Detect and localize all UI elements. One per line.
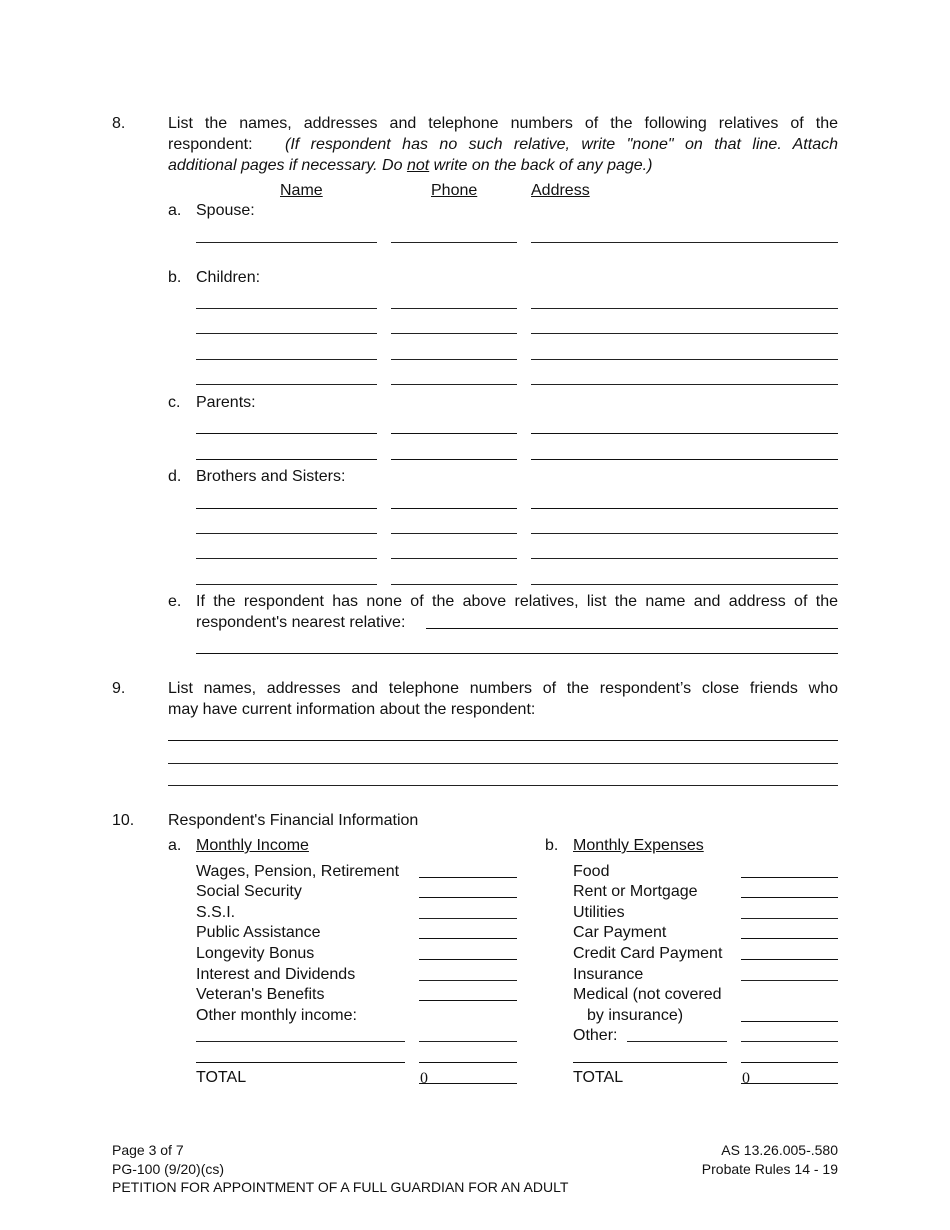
income-total-value: 0 bbox=[420, 1070, 428, 1087]
expense-label: Rent or Mortgage bbox=[573, 883, 698, 900]
item-8a-label: Spouse: bbox=[196, 202, 255, 219]
sibling-address-field[interactable] bbox=[531, 584, 838, 585]
income-amount-field[interactable] bbox=[419, 897, 517, 898]
item-8-line-3-post: write on the back of any page.) bbox=[429, 157, 653, 174]
monthly-expenses-heading: Monthly Expenses bbox=[573, 837, 704, 854]
item-8-not: not bbox=[406, 157, 430, 174]
friends-field[interactable] bbox=[168, 740, 838, 741]
expense-label: Insurance bbox=[573, 966, 644, 983]
income-label: Interest and Dividends bbox=[196, 966, 356, 983]
parent-name-field[interactable] bbox=[196, 459, 377, 460]
income-amount-field[interactable] bbox=[419, 959, 517, 960]
parent-name-field[interactable] bbox=[196, 433, 377, 434]
other-income-amount-field[interactable] bbox=[419, 1041, 517, 1042]
other-income-source-field[interactable] bbox=[196, 1062, 405, 1063]
sibling-name-field[interactable] bbox=[196, 533, 377, 534]
sibling-phone-field[interactable] bbox=[391, 584, 517, 585]
other-expense-amount-field[interactable] bbox=[741, 1041, 838, 1042]
child-name-field[interactable] bbox=[196, 333, 377, 334]
expense-amount-field[interactable] bbox=[741, 877, 838, 878]
sibling-phone-field[interactable] bbox=[391, 508, 517, 509]
income-label: Other monthly income: bbox=[196, 1007, 357, 1024]
item-10b-letter: b. bbox=[545, 837, 559, 854]
income-amount-field[interactable] bbox=[419, 877, 517, 878]
item-8-line-3 bbox=[168, 156, 652, 175]
child-address-field[interactable] bbox=[531, 333, 838, 334]
item-10-number: 10. bbox=[112, 812, 135, 829]
item-8d-letter: d. bbox=[168, 468, 182, 485]
other-expense-amount-field[interactable] bbox=[741, 1062, 838, 1063]
footer-page-number: Page 3 of 7 bbox=[112, 1142, 184, 1158]
item-8-line-2-instructions: (If respondent has no such relative, write "none" on that line. Attach bbox=[285, 136, 838, 153]
expense-label: Car Payment bbox=[573, 924, 667, 941]
income-label: Longevity Bonus bbox=[196, 945, 315, 962]
friends-field[interactable] bbox=[168, 763, 838, 764]
item-8c-letter: c. bbox=[168, 394, 181, 411]
item-9-line-1: List names, addresses and telephone numbers of the respondent’s close friends who bbox=[168, 680, 838, 697]
parent-address-field[interactable] bbox=[531, 433, 838, 434]
item-8e-line-2: respondent's nearest relative: bbox=[196, 614, 406, 631]
income-label: Veteran's Benefits bbox=[196, 986, 325, 1003]
spouse-name-field[interactable] bbox=[196, 242, 377, 243]
nearest-relative-address-field[interactable] bbox=[196, 653, 838, 654]
child-phone-field[interactable] bbox=[391, 308, 517, 309]
expense-amount-field[interactable] bbox=[741, 959, 838, 960]
expense-total-value: 0 bbox=[742, 1070, 750, 1087]
spouse-address-field[interactable] bbox=[531, 242, 838, 243]
expense-label: Food bbox=[573, 863, 610, 880]
expense-total-label: TOTAL bbox=[573, 1069, 624, 1086]
parent-address-field[interactable] bbox=[531, 459, 838, 460]
footer-rules: Probate Rules 14 - 19 bbox=[701, 1161, 838, 1177]
item-10a-letter: a. bbox=[168, 837, 182, 854]
parent-phone-field[interactable] bbox=[391, 459, 517, 460]
child-name-field[interactable] bbox=[196, 384, 377, 385]
item-8d-label: Brothers and Sisters: bbox=[196, 468, 346, 485]
expense-total-field[interactable] bbox=[741, 1083, 838, 1084]
sibling-name-field[interactable] bbox=[196, 584, 377, 585]
income-total-label: TOTAL bbox=[196, 1069, 247, 1086]
expense-label: Credit Card Payment bbox=[573, 945, 723, 962]
expense-amount-field[interactable] bbox=[741, 897, 838, 898]
child-address-field[interactable] bbox=[531, 384, 838, 385]
income-label: S.S.I. bbox=[196, 904, 236, 921]
footer-form-id: PG-100 (9/20)(cs) bbox=[112, 1161, 225, 1177]
item-8-line-3-pre: additional pages if necessary. Do bbox=[168, 157, 407, 174]
expense-label: Utilities bbox=[573, 904, 625, 921]
item-8c-label: Parents: bbox=[196, 394, 256, 411]
other-income-source-field[interactable] bbox=[196, 1041, 405, 1042]
item-10-title: Respondent's Financial Information bbox=[168, 812, 419, 829]
friends-field[interactable] bbox=[168, 785, 838, 786]
item-8e-letter: e. bbox=[168, 593, 182, 610]
child-name-field[interactable] bbox=[196, 359, 377, 360]
parent-phone-field[interactable] bbox=[391, 433, 517, 434]
other-expense-source-field[interactable] bbox=[627, 1041, 727, 1042]
sibling-address-field[interactable] bbox=[531, 558, 838, 559]
income-label: Wages, Pension, Retirement bbox=[196, 863, 400, 880]
item-8e-line-1: If the respondent has none of the above relatives, list the name and address of the bbox=[196, 593, 838, 610]
item-8-line-1: List the names, addresses and telephone numbers of the following relatives of the bbox=[168, 115, 838, 132]
sibling-phone-field[interactable] bbox=[391, 558, 517, 559]
expense-amount-field[interactable] bbox=[741, 980, 838, 981]
income-label: Social Security bbox=[196, 883, 302, 900]
sibling-address-field[interactable] bbox=[531, 508, 838, 509]
item-8a-letter: a. bbox=[168, 202, 182, 219]
child-phone-field[interactable] bbox=[391, 384, 517, 385]
child-name-field[interactable] bbox=[196, 308, 377, 309]
income-amount-field[interactable] bbox=[419, 1000, 517, 1001]
expense-amount-field[interactable] bbox=[741, 1021, 838, 1022]
expense-label: Other: bbox=[573, 1027, 618, 1044]
monthly-income-heading: Monthly Income bbox=[196, 837, 309, 854]
item-8-number: 8. bbox=[112, 115, 126, 132]
income-amount-field[interactable] bbox=[419, 938, 517, 939]
income-label: Public Assistance bbox=[196, 924, 321, 941]
income-total-field[interactable] bbox=[419, 1083, 517, 1084]
item-8-line-2-plain: respondent: bbox=[168, 136, 253, 153]
expense-label: Medical (not covered bbox=[573, 986, 722, 1003]
footer-statute: AS 13.26.005-.580 bbox=[721, 1142, 838, 1158]
item-8b-letter: b. bbox=[168, 269, 182, 286]
child-phone-field[interactable] bbox=[391, 333, 517, 334]
spouse-phone-field[interactable] bbox=[391, 242, 517, 243]
income-amount-field[interactable] bbox=[419, 980, 517, 981]
sibling-phone-field[interactable] bbox=[391, 533, 517, 534]
expense-label: by insurance) bbox=[587, 1007, 684, 1024]
child-address-field[interactable] bbox=[531, 359, 838, 360]
other-income-amount-field[interactable] bbox=[419, 1062, 517, 1063]
sibling-address-field[interactable] bbox=[531, 533, 838, 534]
item-9-number: 9. bbox=[112, 680, 126, 697]
child-address-field[interactable] bbox=[531, 308, 838, 309]
income-amount-field[interactable] bbox=[419, 918, 517, 919]
column-header-address: Address bbox=[531, 182, 590, 199]
item-8b-label: Children: bbox=[196, 269, 261, 286]
expense-amount-field[interactable] bbox=[741, 938, 838, 939]
column-header-name: Name bbox=[280, 182, 323, 199]
column-header-phone: Phone bbox=[431, 182, 478, 199]
expense-amount-field[interactable] bbox=[741, 918, 838, 919]
child-phone-field[interactable] bbox=[391, 359, 517, 360]
sibling-name-field[interactable] bbox=[196, 558, 377, 559]
item-9-line-2: may have current information about the respondent: bbox=[168, 701, 536, 718]
nearest-relative-field[interactable] bbox=[426, 628, 838, 629]
other-expense-source-field[interactable] bbox=[573, 1062, 727, 1063]
footer-form-title: PETITION FOR APPOINTMENT OF A FULL GUARDIAN FOR AN ADULT bbox=[112, 1179, 569, 1195]
sibling-name-field[interactable] bbox=[196, 508, 377, 509]
